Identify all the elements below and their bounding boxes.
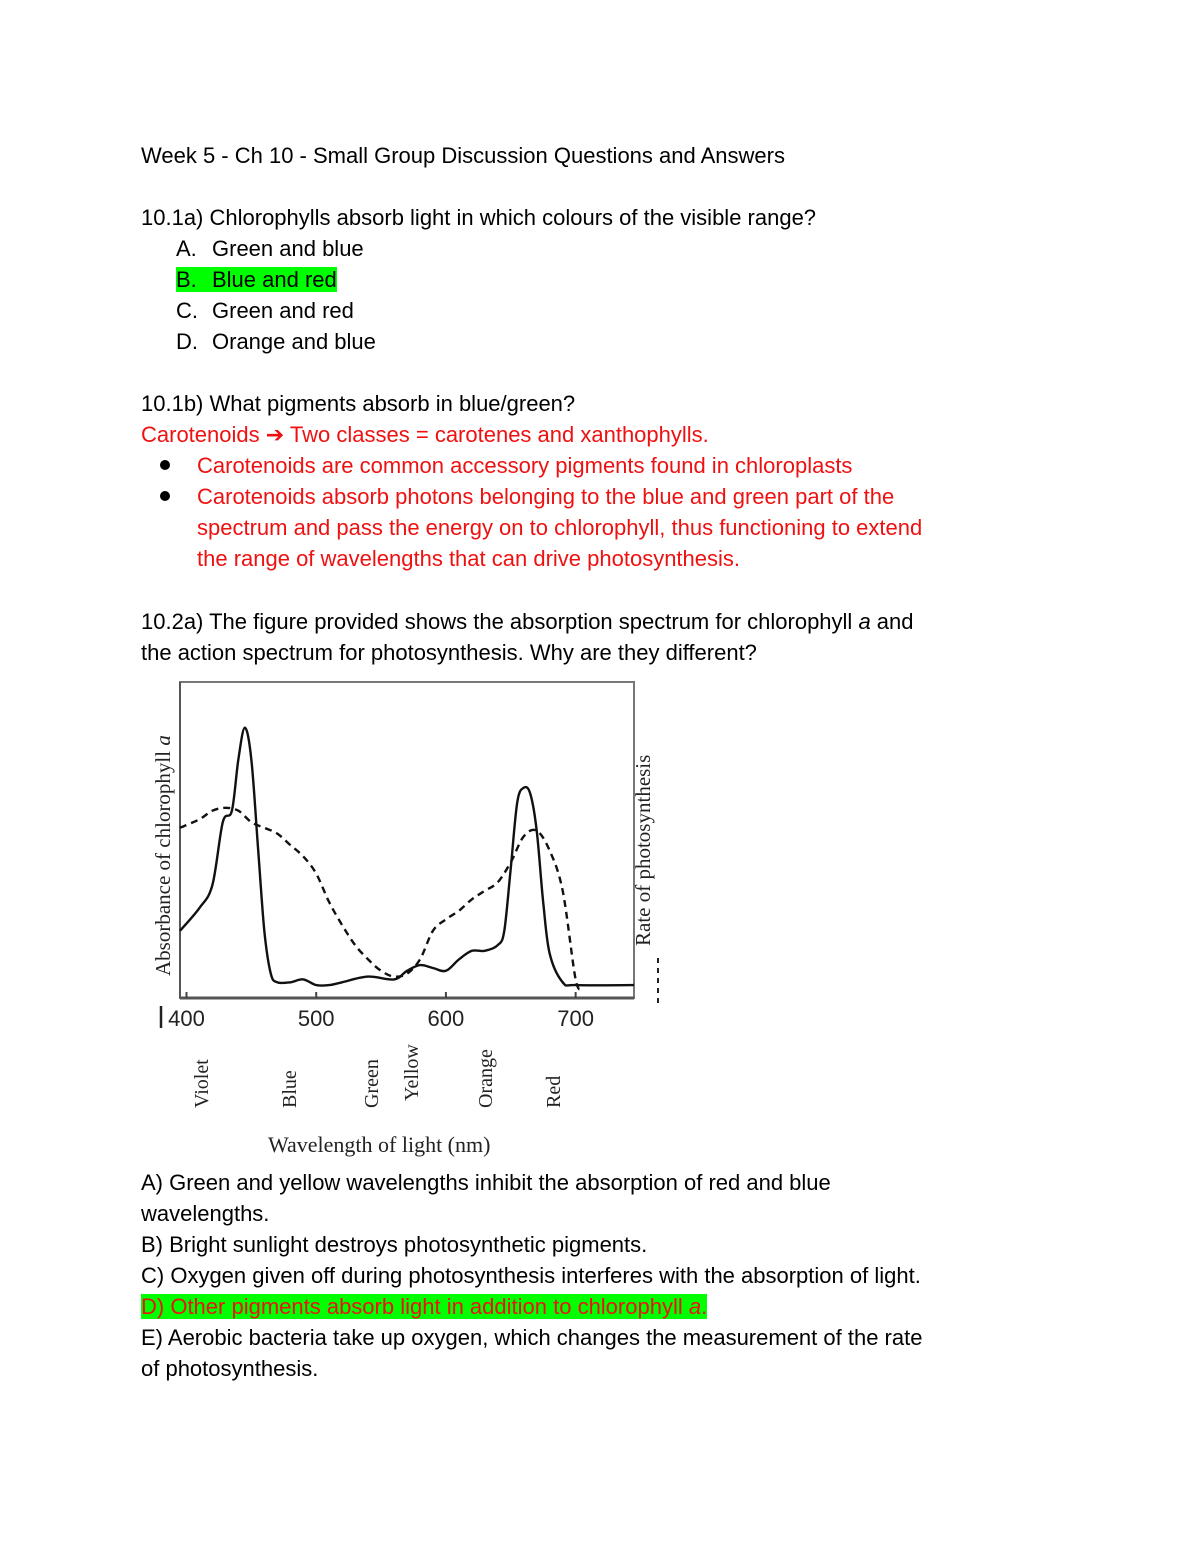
x-tick-label: 400 [168,1006,205,1031]
y-axis-label-left [151,735,175,976]
x-tick-label: 500 [297,1006,335,1031]
color-labels [191,1044,565,1108]
x-tick-label: 700 [557,1006,594,1031]
y-label-text: Absorbance of chlorophyll [151,745,175,976]
question-10-2a-line2: the action spectrum for photosynthesis. Why are they different? [141,640,757,665]
option-letter: B. [176,267,197,292]
option-letter: D. [176,329,198,354]
answer-10-1b [141,419,709,450]
option-letter: A. [176,236,197,261]
color-label-yellow: Yellow [401,1044,423,1101]
option-d-correct [141,1291,707,1322]
color-label-blue: Blue [279,1070,301,1108]
color-label-orange: Orange [475,1049,497,1108]
color-label-violet: Violet [191,1059,213,1108]
option-e-line1: E) Aerobic bacteria take up oxygen, which changes the measurement of the rate [141,1325,923,1350]
option-b-correct [176,264,337,295]
option-text: Green and blue [212,236,364,261]
y-label-right-text: Rate of photosynthesis [631,754,655,946]
answer-lead: Carotenoids [141,422,260,447]
option-e-line2: of photosynthesis. [141,1356,319,1381]
absorbance-series-line [180,728,634,986]
document-title: Week 5 - Ch 10 - Small Group Discussion Questions and Answers [141,143,785,168]
option-letter: C. [176,298,198,323]
y-label-italic: a [151,735,175,746]
option-text: Blue and red [212,267,337,292]
option-text: D) Other pigments absorb light in addition to chlorophyll [141,1294,689,1319]
bullet-text: Carotenoids are common accessory pigments found in chloroplasts [197,453,853,478]
color-label-green: Green [361,1059,383,1108]
question-10-1a: 10.1a) Chlorophylls absorb light in which colours of the visible range? [141,205,817,230]
question-text: 10.2a) The figure provided shows the absorption spectrum for chlorophyll [141,609,859,634]
option-c [176,295,354,326]
option-text: Orange and blue [212,329,376,354]
spectrum-figure [140,676,700,1164]
option-a-line2: wavelengths. [141,1201,270,1226]
bullet-icon [160,460,170,470]
option-a-line1: A) Green and yellow wavelengths inhibit the absorption of red and blue [141,1170,831,1195]
option-italic: a [688,1294,702,1319]
bullet-text: the range of wavelengths that can drive photosynthesis. [197,546,741,571]
x-tick-label: 600 [427,1006,465,1031]
rate-series-line [180,808,582,989]
option-text: Green and red [212,298,354,323]
bullet-icon [160,491,170,501]
question-text: and [870,609,914,634]
option-b: B) Bright sunlight destroys photosynthetic pigments. [141,1232,648,1257]
option-end: . [701,1294,708,1319]
bullet-text: spectrum and pass the energy on to chlorophyll, thus functioning to extend [197,515,923,540]
option-a [176,233,364,264]
option-c: C) Oxygen given off during photosynthesis interferes with the absorption of light. [141,1263,921,1288]
spectrum-chart [140,676,700,1164]
question-10-1b: 10.1b) What pigments absorb in blue/green? [141,391,576,416]
svg-text:Absorbance of chlorophyll a [151,735,175,976]
y-axis-label-right [631,755,655,946]
option-d [176,326,376,357]
bullet-text: Carotenoids absorb photons belonging to the blue and green part of the [197,484,895,509]
question-10-2a-line1 [141,606,914,637]
x-axis-label: Wavelength of light (nm) [268,1132,491,1157]
plot-frame [180,682,634,998]
answer-rest: Two classes = carotenes and xanthophylls. [289,422,709,447]
arrow-icon: ➔ [265,422,285,447]
question-italic: a [858,609,871,634]
color-label-red: Red [543,1075,565,1108]
